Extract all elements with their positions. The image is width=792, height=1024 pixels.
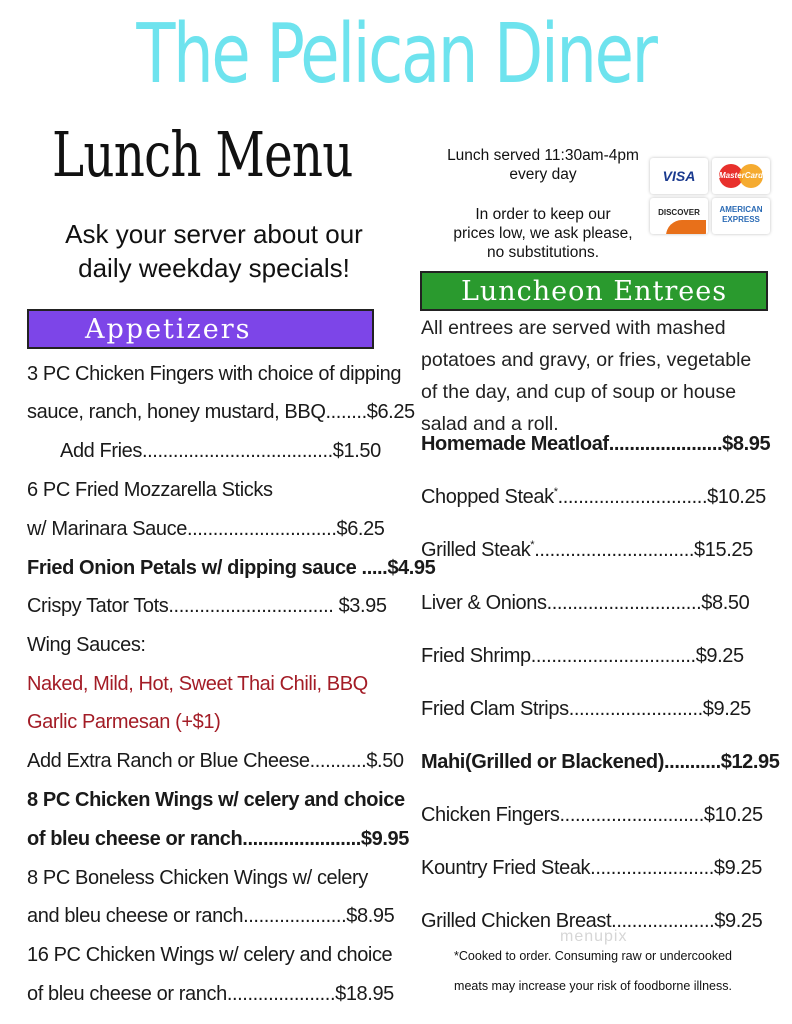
entree-name: Kountry Fried Steak	[421, 857, 591, 879]
entree-item	[421, 485, 766, 509]
appetizer-line: of bleu cheese or ranch.......................$9.95	[27, 828, 409, 850]
entree-price: $9.25	[713, 857, 762, 879]
footnote-line-1: *Cooked to order. Consuming raw or undercooked	[454, 949, 732, 963]
appetizer-line: Crispy Tator Tots................................ $3.95	[27, 595, 387, 617]
hours-line-2: every day	[509, 166, 577, 183]
entree-item	[421, 432, 770, 456]
policy-line-3: no substitutions.	[486, 244, 599, 261]
policy-line-2: prices low, we ask please,	[453, 225, 633, 242]
entree-dots: .............................	[557, 486, 708, 508]
substitution-policy	[408, 205, 678, 262]
appetizer-line: Add Fries.....................................$1.50	[60, 440, 381, 462]
wing-sauce-list: Naked, Mild, Hot, Sweet Thai Chili, BBQ	[27, 673, 368, 695]
entree-dots: ...........	[664, 751, 721, 773]
entree-name: Fried Clam Strips	[421, 698, 569, 720]
entree-dots: ...............................	[534, 539, 695, 561]
entree-item	[421, 538, 753, 562]
entree-item	[421, 803, 763, 827]
entrees-intro: All entrees are served with mashed potatoes and gravy, or fries, vegetable of the day, and cup of soup or house salad and a roll.	[421, 317, 752, 435]
mastercard-label: MasterCard	[718, 171, 763, 180]
entrees-heading: Luncheon Entrees	[420, 271, 768, 311]
appetizer-line: Fried Onion Petals w/ dipping sauce .....$4.95	[27, 557, 436, 579]
appetizer-line: 8 PC Chicken Wings w/ celery and choice	[27, 789, 405, 811]
entree-name: Mahi(Grilled or Blackened)	[421, 751, 664, 773]
entree-price: $15.25	[694, 539, 753, 561]
entree-price: $12.95	[720, 751, 780, 773]
footnote-line-2: meats may increase your risk of foodborne illness.	[454, 979, 732, 993]
hours-line-1: Lunch served 11:30am-4pm	[447, 147, 639, 164]
entree-item	[421, 644, 744, 668]
entree-price: $9.25	[695, 645, 744, 667]
entree-dots: ..............................	[546, 592, 702, 614]
entree-price: $10.25	[703, 804, 763, 826]
entree-name: Liver & Onions	[421, 592, 547, 614]
lunch-hours	[408, 146, 678, 184]
payment-cards	[650, 156, 770, 234]
entree-price: $9.25	[714, 910, 763, 932]
entree-item	[421, 697, 751, 721]
discover-logo	[650, 198, 708, 234]
entree-name: Homemade Meatloaf	[421, 433, 609, 455]
specials-note	[28, 217, 400, 285]
appetizer-line: 8 PC Boneless Chicken Wings w/ celery	[27, 867, 368, 889]
entree-name: Grilled Chicken Breast	[421, 910, 612, 932]
appetizer-line: 6 PC Fried Mozzarella Sticks	[27, 479, 273, 501]
entree-item	[421, 856, 762, 880]
visa-logo: VISA	[650, 158, 708, 194]
appetizer-line: 16 PC Chicken Wings w/ celery and choice	[27, 944, 393, 966]
entree-price: $8.50	[701, 592, 750, 614]
entree-dots: ......................	[608, 433, 723, 455]
appetizer-line: w/ Marinara Sauce.............................$6.25	[27, 518, 385, 540]
appetizer-line: and bleu cheese or ranch....................$8.95	[27, 905, 395, 927]
appetizer-line: of bleu cheese or ranch.....................$18.95	[27, 983, 394, 1005]
menu-subtitle: Lunch Menu	[52, 118, 353, 191]
discover-label: DISCOVER	[658, 208, 700, 217]
entree-name: Chicken Fingers	[421, 804, 560, 826]
appetizer-line: sauce, ranch, honey mustard, BBQ........$6.25	[27, 401, 415, 423]
entree-item	[421, 750, 780, 774]
entree-dots: ..........................	[568, 698, 703, 720]
restaurant-title: The Pelican Diner	[136, 7, 656, 102]
specials-line-1: Ask your server about our	[65, 219, 363, 249]
entree-name: Fried Shrimp	[421, 645, 531, 667]
cooked-to-order-mark: *	[553, 486, 558, 498]
entree-price: $8.95	[722, 433, 771, 455]
footnote	[428, 941, 758, 1001]
entree-dots: ............................	[559, 804, 704, 826]
appetizer-line: 3 PC Chicken Fingers with choice of dipping	[27, 363, 402, 385]
wing-sauce-list: Garlic Parmesan (+$1)	[27, 711, 221, 733]
mastercard-logo	[712, 158, 770, 194]
entree-dots: ....................	[611, 910, 715, 932]
entree-dots: ................................	[530, 645, 696, 667]
entree-price: $9.25	[702, 698, 751, 720]
appetizer-line: Add Extra Ranch or Blue Cheese...........$.50	[27, 750, 404, 772]
watermark: menupix	[560, 928, 628, 945]
entree-item	[421, 591, 749, 615]
entree-price: $10.25	[707, 486, 766, 508]
cooked-to-order-mark: *	[530, 539, 535, 551]
entree-name: Grilled Steak	[421, 539, 531, 561]
policy-line-1: In order to keep our	[475, 206, 611, 223]
wing-sauces-label: Wing Sauces:	[27, 634, 146, 656]
amex-logo: AMERICAN EXPRESS	[712, 198, 770, 234]
specials-line-2: daily weekday specials!	[78, 253, 350, 283]
entree-name: Chopped Steak	[421, 486, 554, 508]
entree-dots: ........................	[590, 857, 714, 879]
appetizers-heading: Appetizers	[27, 309, 374, 349]
